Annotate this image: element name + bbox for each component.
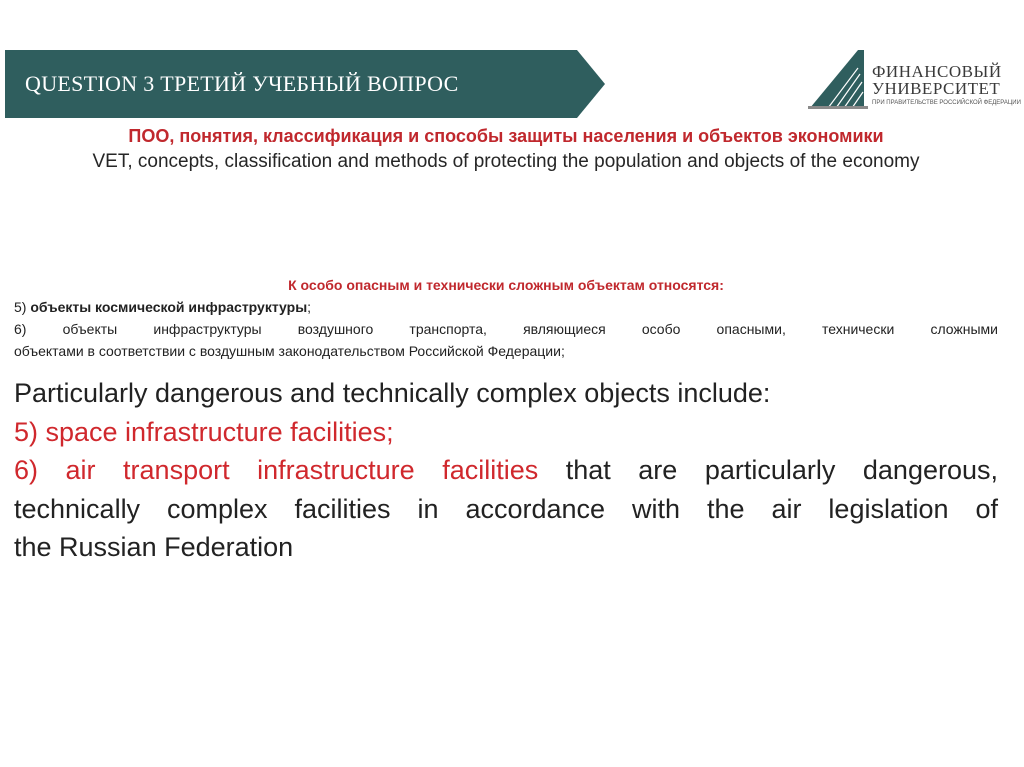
english-item-5: 5) space infrastructure facilities;	[14, 416, 394, 447]
university-logo	[808, 48, 1021, 114]
subtitle-russian: ПОО, понятия, классификация и способы защиты населения и объектов экономики	[128, 126, 884, 146]
subtitle-english: VET, concepts, classification and methods of protecting the population and objects of the economy	[92, 151, 920, 172]
english-item-6-highlight: 6) air transport infrastructure facilities	[14, 455, 539, 485]
english-item-6-line1	[14, 451, 998, 490]
subtitle	[14, 124, 998, 176]
english-item-6-line3: the Russian Federation	[14, 532, 294, 562]
russian-text-block	[14, 274, 998, 362]
english-text-block	[14, 374, 998, 567]
logo-text-line2: УНИВЕРСИТЕТ	[872, 79, 1001, 98]
page-title: QUESTION 3 ТРЕТИЙ УЧЕБНЫЙ ВОПРОС	[25, 71, 459, 96]
university-building-icon	[808, 48, 870, 110]
russian-item-5-tail: ;	[307, 299, 312, 315]
russian-heading: К особо опасным и технически сложным объектам относятся:	[288, 277, 724, 293]
russian-item-5	[14, 296, 998, 318]
logo-text-line3: ПРИ ПРАВИТЕЛЬСТВЕ РОССИЙСКОЙ ФЕДЕРАЦИИ	[872, 100, 1021, 106]
english-intro: Particularly dangerous and technically complex objects include:	[14, 378, 771, 408]
logo-text-line1: ФИНАНСОВЫЙ	[872, 62, 1002, 81]
title-banner	[5, 48, 605, 120]
russian-item-5-bold: объекты космической инфраструктуры	[30, 299, 308, 315]
russian-item-5-number: 5)	[14, 299, 31, 315]
russian-item-6-line2: объектами в соответствии с воздушным законодательством Российской Федерации;	[14, 343, 565, 359]
russian-item-6-line1: 6) объекты инфраструктуры воздушного транспорта, являющиеся особо опасными, технически сложными	[14, 321, 998, 337]
english-item-6-rest: that are particularly dangerous,	[538, 455, 998, 485]
english-item-6-line2: technically complex facilities in accordance with the air legislation of	[14, 493, 998, 524]
